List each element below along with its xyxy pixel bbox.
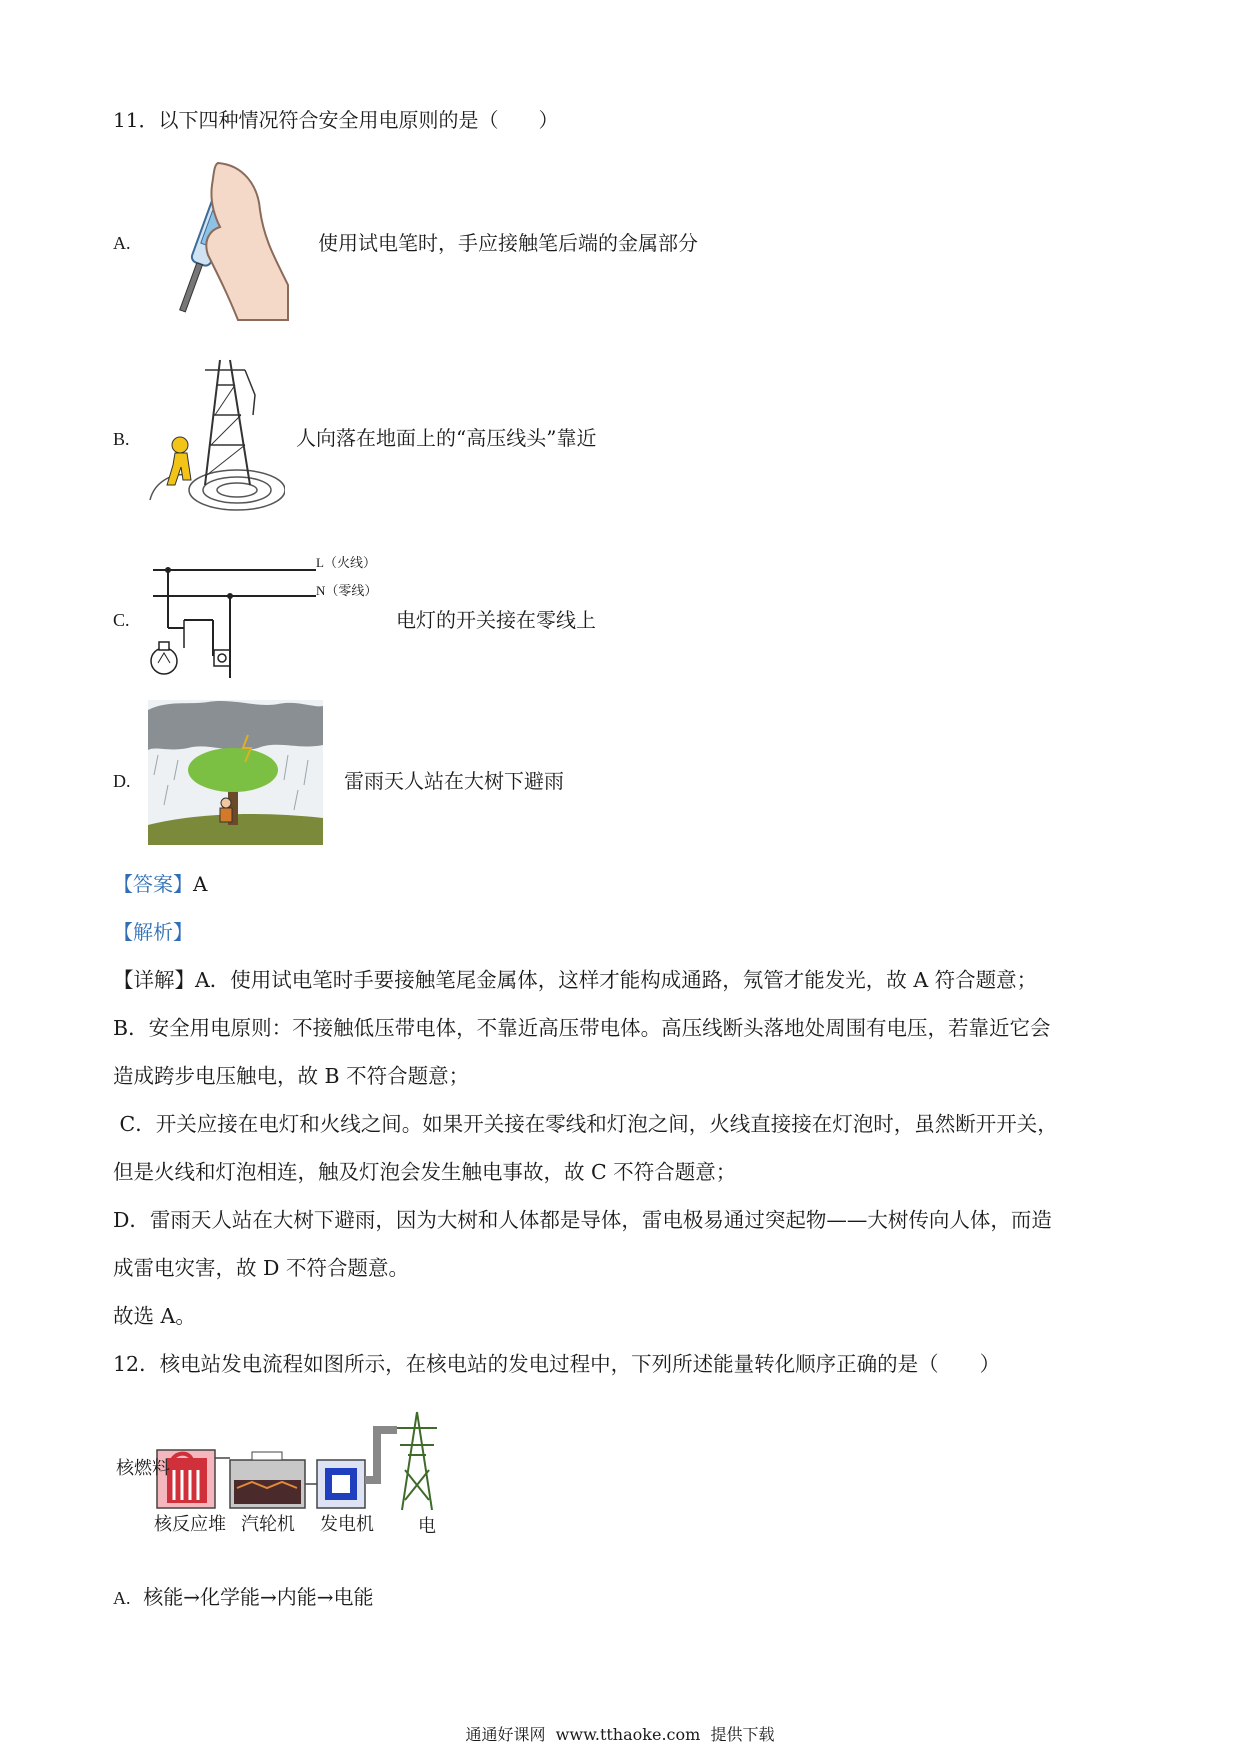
explanation-line-1 <box>113 966 1037 994</box>
explanation-line-2: B．安全用电原则：不接触低压带电体，不靠近高压带电体。高压线断头落地处周围有电压，若靠近它会 <box>113 1016 1051 1040</box>
q12-option-a <box>113 1583 374 1612</box>
q11-option-c-text: 电灯的开关接在零线上 <box>396 608 596 632</box>
explanation-line-4: C．开关应接在电灯和火线之间。如果开关接在零线和灯泡之间，火线直接接在灯泡时，虽然断开开关， <box>113 1112 1058 1136</box>
detail-label: 【详解】 <box>113 968 195 992</box>
diagram-label-fuel: 核燃料 <box>116 1458 170 1479</box>
diagram-label-electricity: 电 <box>418 1516 436 1537</box>
answer-value: A <box>193 872 208 896</box>
high-voltage-tower-image <box>145 355 285 520</box>
test-pencil-hand-image <box>148 155 298 325</box>
explanation-text-1: A．使用试电笔时手要接触笔尾金属体，这样才能构成通路，氖管才能发光，故 A 符合题意； <box>195 968 1038 992</box>
q11-stem: 11．以下四种情况符合安全用电原则的是（ ） <box>113 108 559 132</box>
circuit-diagram-image <box>148 558 388 683</box>
q12-option-a-letter: A. <box>113 1588 131 1608</box>
diagram-label-turbine: 汽轮机 <box>241 1514 295 1535</box>
q11-option-c-letter: C. <box>113 610 130 630</box>
q11-option-d-letter: D. <box>113 771 131 791</box>
explanation-line-8: 故选 A。 <box>113 1304 196 1328</box>
diagram-label-generator: 发电机 <box>320 1514 374 1535</box>
q11-option-d-text: 雷雨天人站在大树下避雨 <box>344 769 564 793</box>
q11-option-b-text: 人向落在地面上的“高压线头”靠近 <box>296 426 597 450</box>
q11-option-b-letter: B. <box>113 429 130 449</box>
q11-option-a-letter: A. <box>113 233 131 253</box>
page-footer: 通通好课网 www.tthaoke.com 提供下载 <box>465 1725 775 1744</box>
explanation-line-3: 造成跨步电压触电，故 B 不符合题意； <box>113 1064 470 1088</box>
explanation-line-5: 但是火线和灯泡相连，触及灯泡会发生触电事故，故 C 不符合题意； <box>113 1160 737 1184</box>
q12-option-a-text: 核能→化学能→内能→电能 <box>143 1585 374 1609</box>
circuit-live-label: L（火线） <box>316 555 376 570</box>
q11-option-a-text: 使用试电笔时，手应接触笔后端的金属部分 <box>318 231 698 255</box>
thunderstorm-tree-image <box>148 700 323 845</box>
explanation-line-7: 成雷电灾害，故 D 不符合题意。 <box>113 1256 409 1280</box>
analysis-label: 【解析】 <box>113 920 193 944</box>
diagram-label-reactor: 核反应堆 <box>154 1514 226 1535</box>
circuit-neutral-label: N（零线） <box>316 583 378 598</box>
answer-line <box>113 870 207 898</box>
q12-stem: 12．核电站发电流程如图所示，在核电站的发电过程中，下列所述能量转化顺序正确的是（ ） <box>113 1352 1001 1376</box>
answer-label: 【答案】 <box>113 872 193 896</box>
explanation-line-6: D．雷雨天人站在大树下避雨，因为大树和人体都是导体，雷电极易通过突起物——大树传向人体，而造 <box>113 1208 1052 1232</box>
